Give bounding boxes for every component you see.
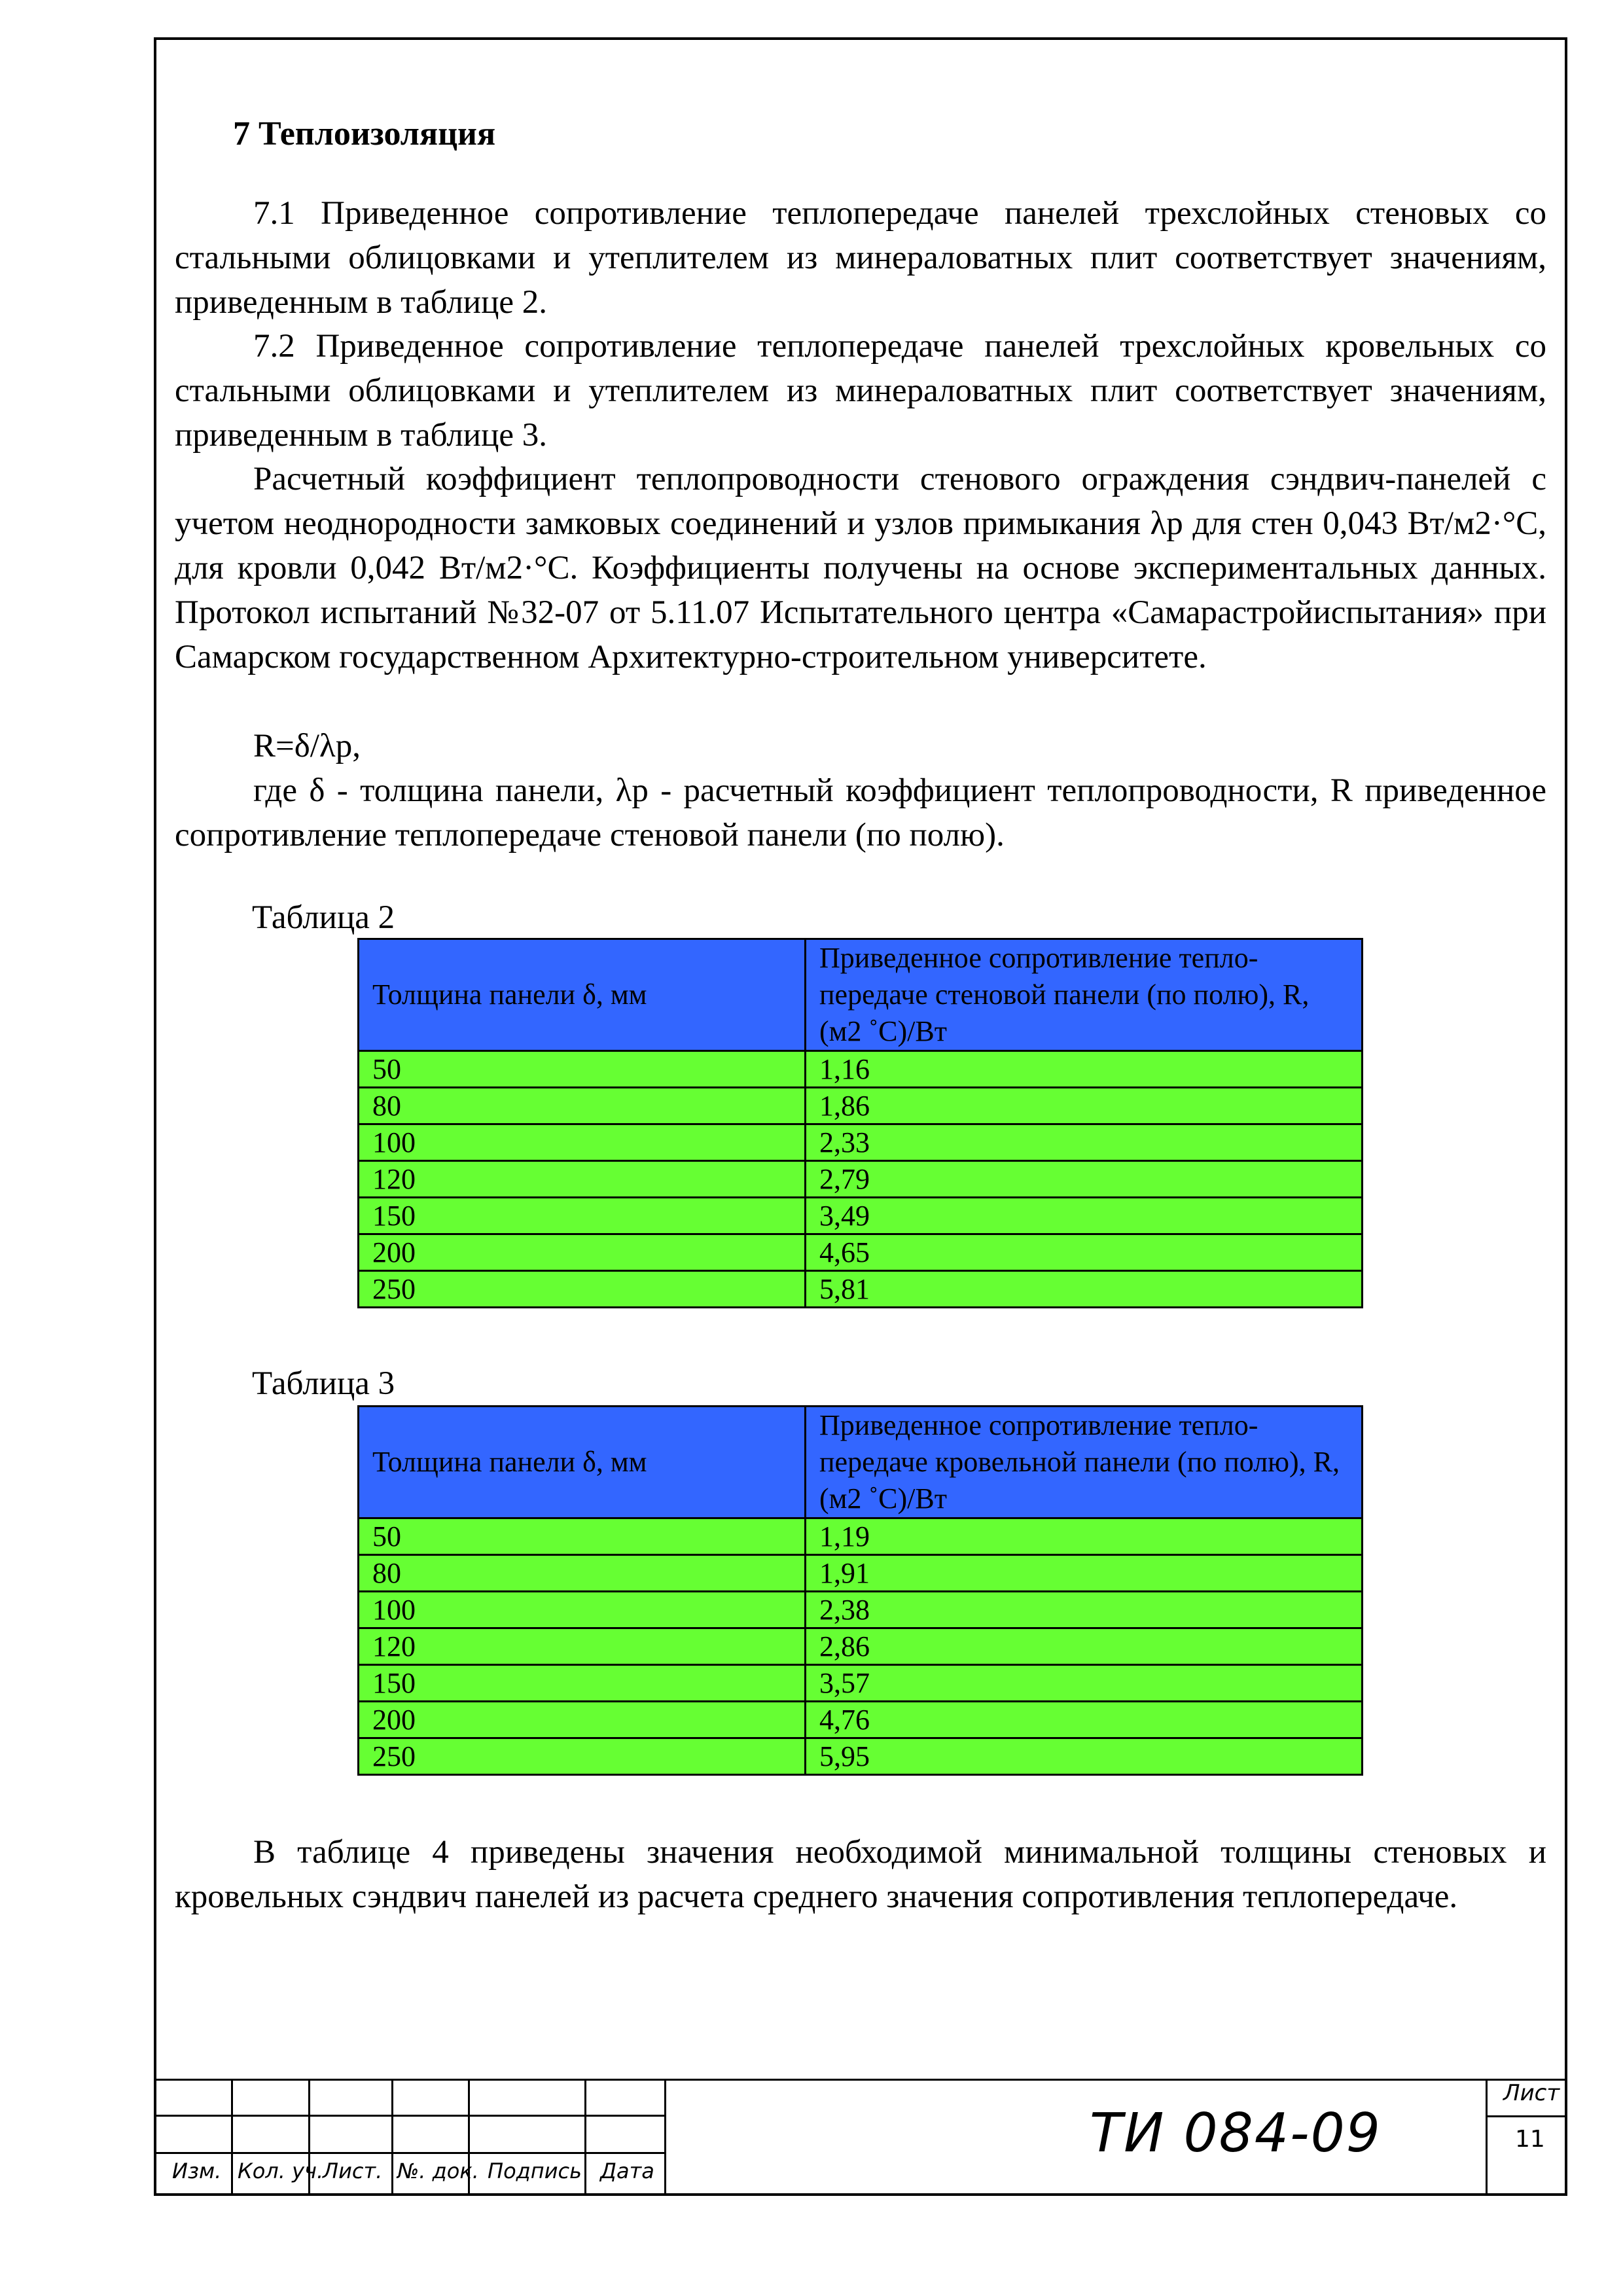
table-header-row	[359, 939, 1363, 1051]
stamp-col-line	[664, 2079, 666, 2196]
sheet-label: Лист	[1503, 2080, 1560, 2106]
table-row	[359, 1051, 1363, 1088]
table-row	[359, 1234, 1363, 1271]
stamp-col-line	[391, 2079, 393, 2196]
thickness-cell: 80	[359, 1555, 806, 1592]
resistance-cell: 4,76	[806, 1702, 1363, 1738]
thickness-cell: 100	[359, 1124, 806, 1161]
thickness-cell: 100	[359, 1592, 806, 1628]
document-code: ТИ 084-09	[1090, 2102, 1382, 2164]
thickness-cell: 250	[359, 1271, 806, 1308]
table-row	[359, 1161, 1363, 1198]
stamp-row-line	[154, 2115, 664, 2117]
table-3	[357, 1405, 1363, 1776]
table3-caption: Таблица 3	[252, 1365, 395, 1402]
resistance-cell: 1,16	[806, 1051, 1363, 1088]
stamp-col-line	[231, 2079, 233, 2196]
stamp-label-list: Лист.	[323, 2159, 383, 2183]
thickness-cell: 120	[359, 1628, 806, 1665]
table-row	[359, 1518, 1363, 1555]
header-thickness: Толщина панели δ, мм	[359, 1407, 806, 1518]
thickness-cell: 200	[359, 1234, 806, 1271]
table-header-row	[359, 1407, 1363, 1518]
title-block	[154, 2079, 1567, 2196]
paragraph-conductivity: Расчетный коэффициент теплопроводности стенового ограждения сэндвич-панелей с учетом неоднородности замковых соединений и узлов примыкания λр для стен 0,043 Вт/м2·°С, для кровли 0,042 Вт/м2·°С. Коэффициенты получены на основе экспериментальных данных. Протокол испытаний №32-07 от 5.11.07 Испытательного центра «Самарастройиспытания» при Самарском государственном Архитектурно-строительном университете.	[175, 461, 1546, 675]
table-row	[359, 1555, 1363, 1592]
paragraph-7-1: 7.1 Приведенное сопротивление теплопередаче панелей трехслойных стеновых со стальными облицовками и утеплителем из минераловатных плит соответствует значениям, приведенным в таблице 2.	[175, 195, 1546, 321]
resistance-cell: 1,86	[806, 1088, 1363, 1124]
stamp-top-line	[154, 2079, 1567, 2081]
table-row	[359, 1124, 1363, 1161]
table2-caption: Таблица 2	[252, 899, 395, 936]
formula: R=δ/λр,	[253, 728, 361, 764]
thickness-cell: 200	[359, 1702, 806, 1738]
table-row	[359, 1088, 1363, 1124]
table-row	[359, 1628, 1363, 1665]
thickness-cell: 50	[359, 1051, 806, 1088]
stamp-label-doc-no: №. док.	[397, 2159, 479, 2183]
resistance-cell: 3,49	[806, 1198, 1363, 1234]
table-row	[359, 1592, 1363, 1628]
resistance-cell: 2,79	[806, 1161, 1363, 1198]
thickness-cell: 120	[359, 1161, 806, 1198]
stamp-label-izm: Изм.	[172, 2159, 222, 2183]
table-row	[359, 1198, 1363, 1234]
resistance-cell: 3,57	[806, 1665, 1363, 1702]
final-paragraph: В таблице 4 приведены значения необходимой минимальной толщины стеновых и кровельных сэндвич панелей из расчета среднего значения сопротивления теплопередаче.	[175, 1834, 1546, 1915]
header-thickness: Толщина панели δ, мм	[359, 939, 806, 1051]
stamp-col-line	[584, 2079, 586, 2196]
thickness-cell: 80	[359, 1088, 806, 1124]
table-row	[359, 1271, 1363, 1308]
stamp-row-line	[154, 2152, 664, 2154]
formula-explanation: где δ - толщина панели, λр - расчетный коэффициент теплопроводности, R приведенное сопротивление теплопередаче стеновой панели (по полю).	[175, 772, 1546, 853]
resistance-cell: 2,86	[806, 1628, 1363, 1665]
stamp-label-signature: Подпись	[488, 2159, 582, 2183]
thickness-cell: 150	[359, 1198, 806, 1234]
resistance-cell: 2,33	[806, 1124, 1363, 1161]
resistance-cell: 4,65	[806, 1234, 1363, 1271]
sheet-number: 11	[1515, 2126, 1545, 2153]
stamp-col-line	[1486, 2079, 1488, 2196]
resistance-cell: 1,91	[806, 1555, 1363, 1592]
stamp-label-kol-uch: Кол. уч.	[238, 2159, 324, 2183]
thickness-cell: 250	[359, 1738, 806, 1775]
resistance-cell: 2,38	[806, 1592, 1363, 1628]
table-row	[359, 1738, 1363, 1775]
resistance-cell: 1,19	[806, 1518, 1363, 1555]
header-resistance: Приведенное сопротивление тепло-передаче стеновой панели (по полю), R, (м2 ˚С)/Вт	[806, 939, 1363, 1051]
resistance-cell: 5,81	[806, 1271, 1363, 1308]
thickness-cell: 150	[359, 1665, 806, 1702]
table-row	[359, 1665, 1363, 1702]
stamp-label-date: Дата	[600, 2159, 654, 2183]
thickness-cell: 50	[359, 1518, 806, 1555]
section-heading: 7 Теплоизоляция	[233, 115, 496, 152]
paragraph-7-2: 7.2 Приведенное сопротивление теплопередаче панелей трехслойных кровельных со стальными облицовками и утеплителем из минераловатных плит соответствует значениям, приведенным в таблице 3.	[175, 328, 1546, 454]
table-2	[357, 938, 1363, 1308]
resistance-cell: 5,95	[806, 1738, 1363, 1775]
stamp-sheet-line	[1486, 2115, 1567, 2117]
table-row	[359, 1702, 1363, 1738]
header-resistance: Приведенное сопротивление тепло-передаче кровельной панели (по полю), R, (м2 ˚С)/Вт	[806, 1407, 1363, 1518]
